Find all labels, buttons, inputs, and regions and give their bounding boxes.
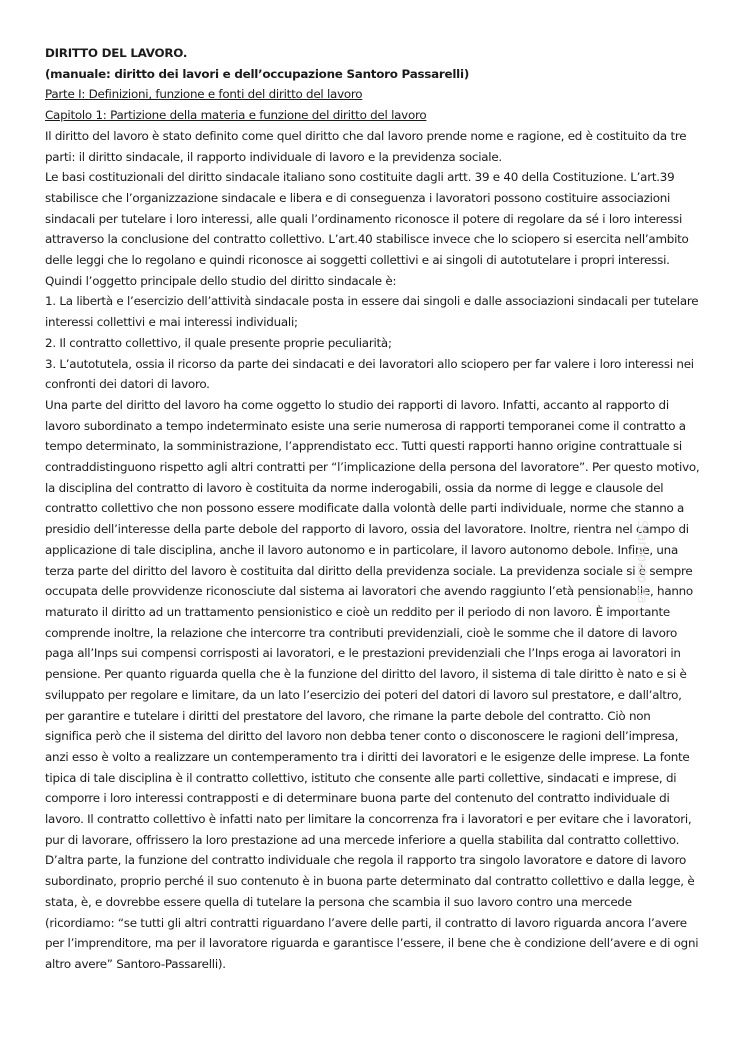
paragraph-main: Una parte del diritto del lavoro ha come oggetto lo studio dei rapporti di lavoro. Infatti, accanto al rapporto di lavoro subordinato a tempo indeterminato esiste una serie numerosa di rapporti temporanei come il contratto a tempo determinato, la somministrazione, l’apprendistato ecc. Tutti questi rapporti hanno origine contrattuale si contraddistinguono rispetto agli altri contratti per “l’implicazione della persona del lavoratore”. Per questo motivo, la disciplina del contratto di lavoro è costituita da norme inderogabili, ossia da norme di legge e clausole del contratto collettivo che non possono essere modificate dalla volontà delle parti individuale, norme che stanno a presidio dell’interesse della parte debole del rapporto di lavoro, ossia del lavoratore. Inoltre, rientra nel campo di applicazione di tale disciplina, anche il lavoro autonomo e in particolare, il lavoro autonomo debole. Infine, una terza parte del diritto del lavoro è costituita dal diritto della previdenza sociale. La previdenza sociale si è sempre occupata delle provvidenze riconosciute dal sistema ai lavoratori che avendo raggiunto l’età pensionabile, hanno maturato il diritto ad un trattamento pensionistico e cioè un reddito per il periodo di non lavoro. È importante comprende inoltre, la relazione che intercorre tra contributi previdenziali, cioè le somme che il datore di lavoro paga all’Inps sui compensi corrisposti ai lavoratori, e le prestazioni previdenziali che l’Inps eroga ai lavoratori in pensione. Per quanto riguarda quella che è la funzione del diritto del lavoro, il sistema di tale diritto è nato e si è sviluppato per regolare e limitare, da un lato l’esercizio dei poteri del datori di lavoro sul prestatore, e dall’altro, per garantire e tutelare i diritti del prestatore del lavoro, che rimane la parte debole del contratto. Ciò non significa però che il sistema del diritto del lavoro non debba tener conto o disconoscere le ragioni dell’impresa, anzi esso è volto a realizzare un contemperamento tra i diritti dei lavoratori e le esigenze delle imprese. La fonte tipica di tale disciplina è il contratto collettivo, istituto che consente alle parti collettive, sindacati e imprese, di comporre i loro interessi contrapposti e di determinare buona parte del contenuto del contratto individuale di lavoro. Il contratto collettivo è infatti nato per limitare la concorrenza fra i lavoratori e per evitare che i lavoratori, pur di lavorare, offrissero la loro prestazione ad una mercede inferiore a quella stabilita dal contratto collettivo. D’altra parte, la funzione del contratto individuale che regola il rapporto tra singolo lavoratore e datore di lavoro subordinato, proprio perché il suo contenuto è in buona parte determinato dal contratto collettivo e dalla legge, è stata, è, e dovrebbe essere quella di tutelare la persona che scambia il suo lavoro contro una mercede (ricordiamo: “se tutti gli altri contratti riguardano l’avere delle parti, il contratto di lavoro riguarda ancora l’avere per l’imprenditore, ma per il lavoratore riguarda e garantisce l’essere, il bene che è condizione dell’avere e di ogni altro avere” Santoro-Passarelli). [45,397,700,971]
document-page [45,43,701,975]
paragraph-constitution: Le basi costituzionali del diritto sindacale italiano sono costituite dagli artt. 39 e 40 della Costituzione. L’art.39 stabilisce che l’organizzazione sindacale e libera e di conseguenza i lavoratori possono costituire associazioni sindacali per tutelare i loro interessi, alle quali l’ordinamento riconosce il potere di regolare da sé i loro interessi attraverso la conclusione del contratto collettivo. L’art.40 stabilisce invece che lo sciopero si esercita nell’ambito delle leggi che lo regolano e quindi riconosce ai soggetti collettivi e ai singoli di autotutelare i propri interessi. [45,170,689,268]
list-item-2: 2. Il contratto collettivo, il quale presente proprie peculiarità; [45,335,392,350]
paragraph-intro: Il diritto del lavoro è stato definito come quel diritto che dal lavoro prende nome e ragione, ed è costituito da tre parti: il diritto sindacale, il rapporto individuale di lavoro e la previdenza sociale. [45,128,687,164]
chapter-heading: Capitolo 1: Partizione della materia e funzione del diritto del lavoro [45,108,427,123]
document-title: DIRITTO DEL LAVORO. [45,46,188,60]
list-item-1: 1. La libertà e l’esercizio dell’attività sindacale posta in essere dai singoli e dalle associazioni sindacali per tutelare interessi collettivi e mai interessi individuali; [45,294,699,330]
list-item-3: 3. L’autotutela, ossia il ricorso da parte dei sindacati e dei lavoratori allo sciopero per far valere i loro interessi nei confronti dei datori di lavoro. [45,356,694,392]
paragraph-object: Quindi l’oggetto principale dello studio del diritto sindacale è: [45,273,397,288]
document-subtitle: (manuale: diritto dei lavori e dell’occupazione Santoro Passarelli) [45,66,469,81]
watermark: Stampato da ... [634,520,649,621]
part-heading: Parte I: Definizioni, funzione e fonti del diritto del lavoro [45,87,363,102]
